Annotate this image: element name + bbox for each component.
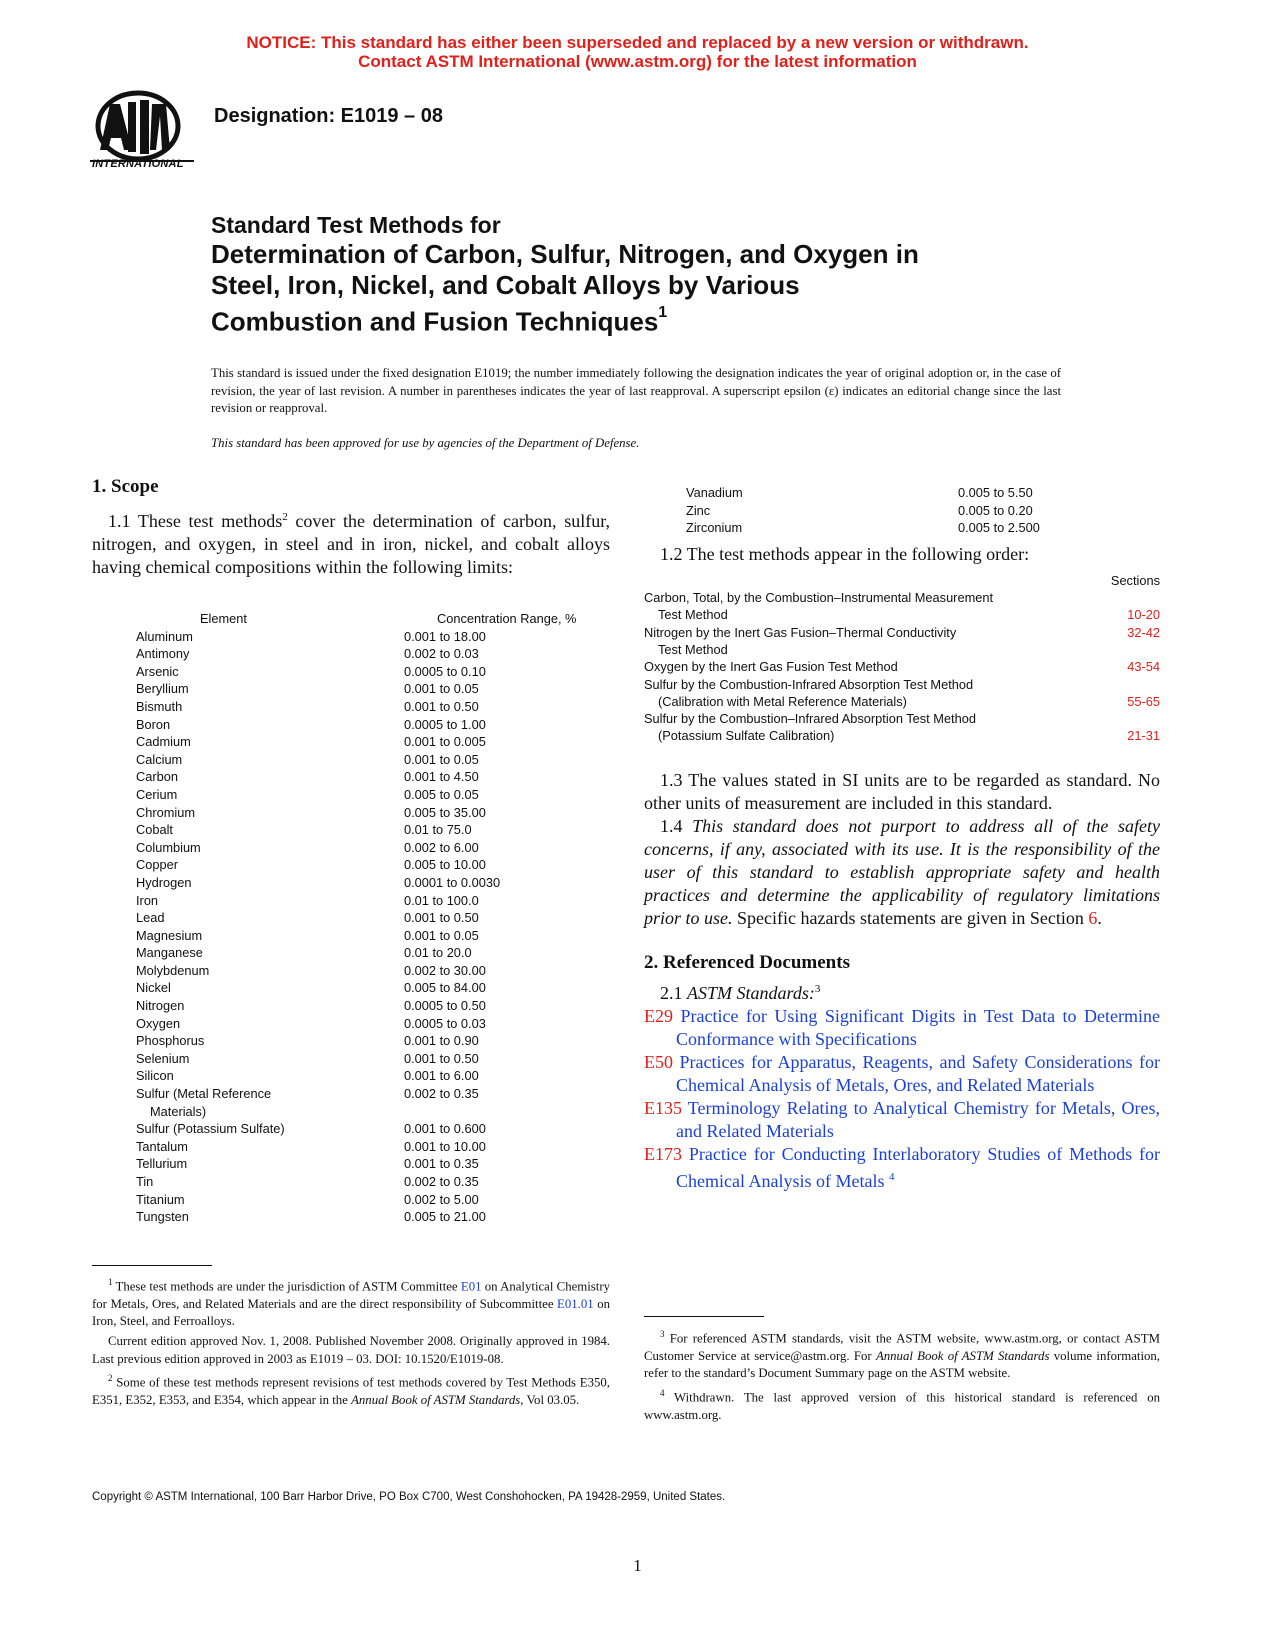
cell-element: Tungsten [136, 1209, 189, 1225]
order-item-line-2: Test Method [658, 607, 728, 623]
table-row [136, 768, 576, 786]
cell-range: 0.0005 to 0.50 [404, 998, 486, 1014]
para-1-2: 1.2 The test methods appear in the following order: [660, 543, 1030, 564]
table-row [136, 874, 576, 892]
cell-element: Sulfur (Potassium Sulfate) [136, 1121, 285, 1137]
order-item-sections[interactable]: 32-42 [1127, 624, 1160, 640]
cell-element: Silicon [136, 1068, 174, 1084]
order-item-line-1: Nitrogen by the Inert Gas Fusion–Thermal Conductivity [644, 624, 957, 640]
footnote-divider-right [644, 1316, 764, 1317]
cell-range: 0.001 to 0.50 [404, 910, 479, 926]
table-row [136, 628, 576, 646]
cell-range: 0.01 to 100.0 [404, 892, 479, 908]
method-order-list [644, 572, 1160, 745]
footnote-2-mark: 2 [108, 1373, 113, 1384]
reference-code-e50[interactable]: E50 [644, 1051, 673, 1072]
cell-range: 0.001 to 0.600 [404, 1121, 486, 1137]
cell-element: Lead [136, 910, 165, 926]
footnote-2 [92, 1370, 610, 1409]
order-item-sections[interactable]: 10-20 [1127, 607, 1160, 623]
cell-range: 0.002 to 6.00 [404, 839, 479, 855]
dod-approval: This standard has been approved for use by agencies of the Department of Defense. [211, 436, 640, 450]
logo-label: INTERNATIONAL [92, 158, 184, 170]
astm-logo [90, 86, 194, 178]
reference-title[interactable]: Practice for Using Significant Digits in Test Data to Determine Conformance with Specifications [676, 1005, 1160, 1049]
cell-range: 0.0005 to 0.03 [404, 1015, 486, 1031]
reference-title[interactable]: Terminology Relating to Analytical Chemistry for Metals, Ores, and Related Materials [676, 1097, 1160, 1141]
order-item-line-2: Test Method [658, 641, 728, 657]
footnotes-left [92, 1274, 610, 1410]
order-item-line-1: Sulfur by the Combustion-Infrared Absorption Test Method [644, 676, 974, 692]
cell-element: Copper [136, 857, 178, 873]
cell-range: 0.005 to 0.05 [404, 786, 479, 802]
referenced-documents-heading: 2. Referenced Documents [644, 951, 850, 973]
reference-title[interactable]: Practice for Conducting Interlaboratory Studies of Methods for Chemical Analysis of Metals [676, 1143, 1160, 1191]
table-row [136, 716, 576, 734]
copyright: Copyright © ASTM International, 100 Barr Harbor Drive, PO Box C700, West Conshohocken, PA 19428-2959, United States. [92, 1491, 726, 1503]
table-row [136, 1173, 576, 1191]
footnote-3-italic: Annual Book of ASTM Standards [875, 1348, 1050, 1363]
table-row [136, 997, 576, 1015]
footnote-edition: Current edition approved Nov. 1, 2008. Published November 2008. Originally approved in 1984. Last previous edition approved in 2003 as E1019 – 03. DOI: 10.1520/E1019-08. [92, 1334, 610, 1366]
cell-range: 0.005 to 5.50 [958, 485, 1033, 500]
cell-element: Manganese [136, 945, 203, 961]
cell-range: 0.001 to 0.05 [404, 681, 479, 697]
para-1-1-rest: cover the determination of carbon, sulfur, nitrogen, and oxygen, in steel and in iron, nickel, and cobalt alloys having chemical compositions within the following limits: [92, 511, 610, 577]
cell-range: 0.005 to 35.00 [404, 804, 486, 820]
table-row [136, 698, 576, 716]
cell-element: Nitrogen [136, 998, 185, 1014]
table-row [136, 663, 576, 681]
title-line-2: Determination of Carbon, Sulfur, Nitrogen, and Oxygen in [211, 239, 919, 269]
order-item [644, 624, 1160, 659]
table-row [136, 1138, 576, 1156]
order-rows [644, 589, 1160, 745]
cell-element: Magnesium [136, 927, 203, 943]
table-row-continuation [136, 1103, 576, 1121]
header-range: Concentration Range, % [437, 611, 577, 626]
cell-range: 0.001 to 18.00 [404, 628, 486, 644]
order-item-sections[interactable]: 55-65 [1127, 693, 1160, 709]
cell-range: 0.002 to 30.00 [404, 962, 486, 978]
cell-element: Zinc [686, 502, 711, 518]
link-section-6[interactable]: 6 [1088, 907, 1098, 928]
footnote-4-text: Withdrawn. The last approved version of this historical standard is referenced on www.astm.org. [644, 1390, 1160, 1422]
notice-line-2: Contact ASTM International (www.astm.org) for the latest information [358, 52, 917, 71]
cell-element: Tin [136, 1174, 154, 1189]
reference-item [644, 1005, 1160, 1051]
designation: Designation: E1019 – 08 [214, 105, 443, 127]
cell-range: 0.002 to 5.00 [404, 1191, 479, 1207]
notice-banner [0, 33, 1275, 71]
table-row [136, 645, 576, 663]
footnotes-right [644, 1326, 1160, 1425]
cell-element: Tellurium [136, 1156, 188, 1172]
cell-element: Sulfur (Metal Reference [136, 1086, 272, 1102]
footnote-1-mark: 1 [108, 1277, 113, 1287]
cell-range: 0.001 to 4.50 [404, 769, 479, 785]
para-1-1 [92, 506, 610, 579]
cell-range: 0.001 to 0.35 [404, 1156, 479, 1172]
cell-element: Cadmium [136, 734, 191, 750]
cell-element: Aluminum [136, 628, 193, 644]
footnote-4-mark: 4 [660, 1388, 665, 1399]
cell-element: Carbon [136, 769, 178, 785]
footnote-1 [92, 1274, 610, 1331]
table-row [686, 484, 1126, 502]
footnote-3-text-a: For referenced ASTM standards, visit the ASTM website, www.astm.org, or contact ASTM Customer Service at service@astm.org. For [644, 1331, 1160, 1363]
table-row [136, 1015, 576, 1033]
cell-element: Oxygen [136, 1015, 181, 1031]
cell-element: Calcium [136, 751, 183, 767]
order-item-sections[interactable]: 21-31 [1127, 728, 1160, 744]
cell-range: 0.001 to 6.00 [404, 1068, 479, 1084]
left-column [92, 476, 610, 1225]
table-row [136, 892, 576, 910]
cell-element: Zirconium [686, 520, 743, 536]
notice-line-1: NOTICE: This standard has either been superseded and replaced by a new version or withdrawn. [246, 33, 1029, 52]
order-item-line-1: Oxygen by the Inert Gas Fusion Test Method [644, 659, 898, 675]
document-title [211, 211, 1111, 338]
cell-range: 0.001 to 0.005 [404, 734, 486, 750]
cell-element: Phosphorus [136, 1033, 205, 1049]
para-2-1-num: 2.1 [660, 982, 687, 1003]
para-1-4-num: 1.4 [660, 815, 693, 836]
para-2-1 [644, 978, 1160, 1005]
link-e01-01[interactable]: E01.01 [557, 1296, 594, 1311]
cell-element: Selenium [136, 1050, 190, 1066]
cell-range: 0.005 to 21.00 [404, 1209, 486, 1225]
table-row [136, 1208, 576, 1226]
order-item [644, 589, 1160, 624]
issued-statement: This standard is issued under the fixed designation E1019; the number immediately following the designation indicates the year of original adoption or, in the case of revision, the year of last revision. A number in parentheses indicates the year of last reapproval. A superscript epsilon (ε) indicates an editorial change since the last revision or reapproval. [211, 366, 1061, 415]
reference-code-e135[interactable]: E135 [644, 1097, 682, 1118]
table-row [136, 944, 576, 962]
order-item [644, 658, 1160, 675]
reference-code-e29[interactable]: E29 [644, 1005, 673, 1026]
table-row [136, 751, 576, 769]
cell-range: 0.005 to 0.20 [958, 502, 1033, 518]
cell-range: 0.005 to 84.00 [404, 980, 486, 996]
cell-element: Bismuth [136, 698, 183, 714]
cell-range: 0.005 to 10.00 [404, 857, 486, 873]
footnote-ref-3: 3 [814, 982, 821, 995]
header-element: Element [200, 611, 247, 626]
cell-range: 0.001 to 10.00 [404, 1138, 486, 1154]
para-1-1-lead: 1.1 These test methods [108, 511, 283, 531]
cell-element: Cerium [136, 786, 178, 802]
page-number: 1 [633, 1556, 642, 1575]
footnote-3-mark: 3 [660, 1329, 665, 1339]
table-row [686, 519, 1126, 537]
title-line-3: Steel, Iron, Nickel, and Cobalt Alloys by Various [211, 270, 800, 300]
footnote-1-text-a: These test methods are under the jurisdiction of ASTM Committee [112, 1279, 461, 1294]
order-header: Sections [1110, 572, 1160, 588]
reference-list [644, 1005, 1160, 1193]
footnote-3 [644, 1326, 1160, 1383]
reference-code-e173[interactable]: E173 [644, 1143, 682, 1164]
footnote-1-text-b: on Analytical Chemistry for Metals, Ores, and Related Materials and are the direct responsibility of Subcommittee [92, 1279, 610, 1311]
cell-element: Arsenic [136, 663, 179, 679]
cell-range: 0.01 to 75.0 [404, 822, 472, 838]
cell-element: Vanadium [686, 485, 743, 500]
cell-element: Chromium [136, 804, 196, 820]
table-row [136, 909, 576, 927]
para-1-4-end: . [1097, 907, 1102, 928]
cell-element: Hydrogen [136, 874, 192, 890]
cell-element: Beryllium [136, 681, 189, 697]
cell-element-cont: Materials) [150, 1103, 207, 1119]
order-item-line-1: Carbon, Total, by the Combustion–Instrumental Measurement [644, 590, 994, 606]
order-item-line-2: (Calibration with Metal Reference Materials) [658, 693, 907, 709]
cell-range: 0.0001 to 0.0030 [404, 874, 501, 890]
footnote-2-text-b: , Vol 03.05. [520, 1393, 580, 1408]
footnote-divider-left [92, 1265, 212, 1266]
reference-item [644, 1143, 1160, 1193]
footnote-2-text-a: Some of these test methods represent revisions of test methods covered by Test Methods E350, E351, E352, E353, and E354, which appear in the [92, 1375, 610, 1408]
cell-element: Titanium [136, 1191, 185, 1207]
cell-range: 0.0005 to 0.10 [404, 663, 486, 679]
table-row [686, 502, 1126, 520]
reference-item [644, 1051, 1160, 1097]
table-header [136, 610, 576, 628]
table-row [136, 1155, 576, 1173]
cell-element: Boron [136, 716, 171, 732]
table-row [136, 979, 576, 997]
cell-range: 0.0005 to 1.00 [404, 716, 486, 732]
table-row [136, 1067, 576, 1085]
cell-element: Molybdenum [136, 962, 210, 978]
cell-range: 0.002 to 0.35 [404, 1174, 479, 1189]
cell-range: 0.001 to 0.05 [404, 927, 479, 943]
table-body [136, 628, 576, 1226]
table-row [136, 733, 576, 751]
table-row [136, 1085, 576, 1103]
table-row [136, 927, 576, 945]
cell-element: Antimony [136, 646, 190, 662]
cell-range: 0.002 to 0.03 [404, 646, 479, 662]
table-row [136, 856, 576, 874]
cell-element: Tantalum [136, 1138, 188, 1154]
para-2-1-italic: ASTM Standards: [687, 982, 815, 1003]
cell-range: 0.002 to 0.35 [404, 1086, 479, 1102]
footnote-ref-2: 2 [282, 511, 288, 523]
title-line-1: Standard Test Methods for [211, 212, 501, 238]
table-row [136, 1120, 576, 1138]
cell-range: 0.005 to 2.500 [958, 520, 1040, 536]
cell-range: 0.001 to 0.90 [404, 1033, 479, 1049]
cell-range: 0.001 to 0.05 [404, 751, 479, 767]
order-item-sections[interactable]: 43-54 [1127, 659, 1160, 675]
order-item [644, 676, 1160, 711]
footnote-ref-4: 4 [888, 1170, 895, 1183]
link-e01[interactable]: E01 [460, 1279, 482, 1294]
composition-table-continued [686, 484, 1126, 537]
right-column [644, 484, 1160, 1193]
cell-range: 0.001 to 0.50 [404, 1050, 479, 1066]
reference-item [644, 1097, 1160, 1143]
footnote-1-text-c: on Iron, Steel, and Ferroalloys. [92, 1296, 610, 1329]
cell-element: Nickel [136, 980, 171, 996]
order-item [644, 710, 1160, 745]
reference-title[interactable]: Practices for Apparatus, Reagents, and Safety Considerations for Chemical Analysis of Metals, Ores, and Related Materials [676, 1051, 1160, 1095]
footnote-3-text-b: volume information, refer to the standard’s Document Summary page on the ASTM website. [644, 1348, 1161, 1381]
table-row [136, 786, 576, 804]
table-row [136, 1050, 576, 1068]
table-row [136, 804, 576, 822]
title-footnote-mark: 1 [658, 304, 668, 321]
cell-range: 0.01 to 20.0 [404, 945, 472, 961]
footnote-4 [644, 1385, 1160, 1424]
cell-range: 0.001 to 0.50 [404, 698, 479, 714]
cell-element: Cobalt [136, 822, 173, 838]
title-line-4: Combustion and Fusion Techniques [211, 306, 659, 337]
order-item-line-2: (Potassium Sulfate Calibration) [658, 728, 835, 744]
table-row [136, 1191, 576, 1209]
table-row [136, 680, 576, 698]
order-item-line-1: Sulfur by the Combustion–Infrared Absorption Test Method [644, 711, 976, 727]
cell-element: Columbium [136, 839, 201, 855]
composition-table [136, 610, 576, 1226]
para-1-4-italic: This standard does not purport to address all of the safety concerns, if any, associated with its use. It is the responsibility of the user of this standard to establish appropriate safety and health practices and determine the applicability of regulatory limitations prior to use. [644, 815, 1160, 928]
para-1-4-rest: Specific hazards statements are given in Section [732, 907, 1089, 928]
table-row [136, 962, 576, 980]
scope-heading: 1. Scope [92, 476, 159, 497]
footnote-2-italic: Annual Book of ASTM Standards [351, 1393, 521, 1408]
table-row [136, 839, 576, 857]
table-row [136, 821, 576, 839]
table-row [136, 1032, 576, 1050]
para-1-3: 1.3 The values stated in SI units are to be regarded as standard. No other units of measurement are included in this standard. [644, 769, 1160, 813]
cell-element: Iron [136, 892, 159, 908]
para-1-4 [644, 815, 1160, 930]
